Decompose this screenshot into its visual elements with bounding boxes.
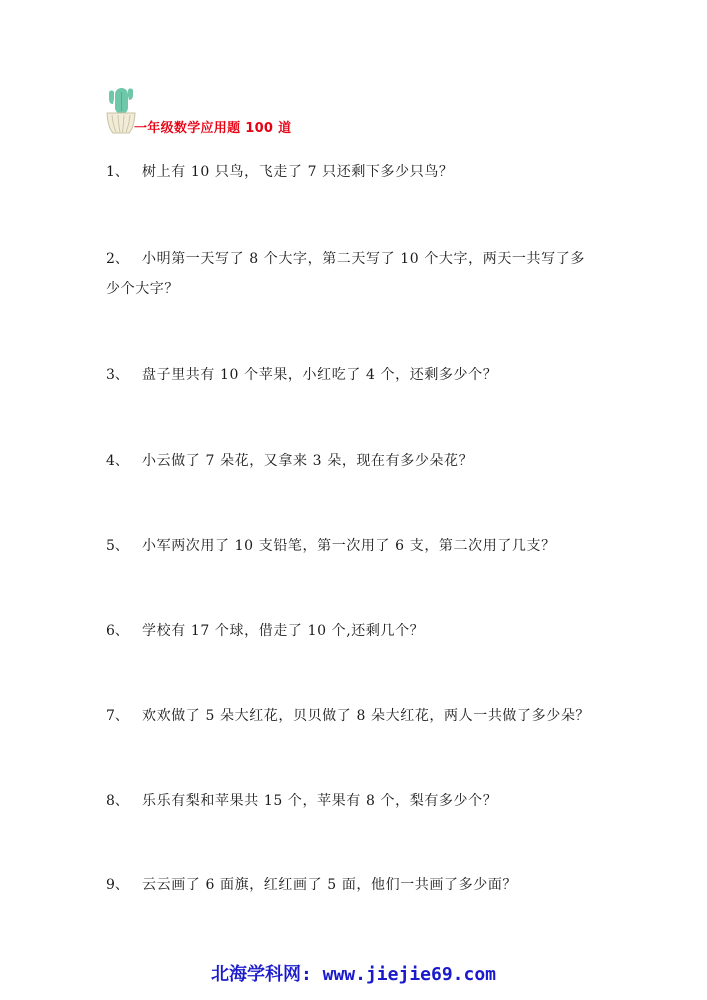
problem-item-6: [106, 616, 596, 646]
problem-item-3: [106, 360, 596, 390]
problem-item-1: [106, 157, 596, 187]
problem-item-2: [106, 244, 596, 304]
problem-number: 5、: [106, 538, 129, 554]
problem-item-9: [106, 870, 596, 900]
page-title: 一年级数学应用题 100 道: [134, 121, 292, 136]
problem-text: 小军两次用了 10 支铅笔，第一次用了 6 支，第二次用了几支？: [142, 538, 556, 554]
problem-text: 树上有 10 只鸟，飞走了 7 只还剩下多少只鸟？: [142, 164, 454, 180]
problem-number: 2、: [106, 251, 129, 267]
problem-number: 3、: [106, 367, 129, 383]
problem-text: 云云画了 6 面旗，红红画了 5 面，他们一共画了多少面？: [142, 877, 518, 893]
problem-text: 欢欢做了 5 朵大红花，贝贝做了 8 朵大红花，两人一共做了多少朵？: [142, 708, 591, 724]
header: [104, 84, 364, 136]
problem-number: 9、: [106, 877, 129, 893]
problem-item-7: [106, 701, 596, 731]
cactus-pot-icon: [104, 84, 138, 136]
problem-text: 盘子里共有 10 个苹果，小红吃了 4 个，还剩多少个？: [142, 367, 498, 383]
problem-number: 1、: [106, 164, 129, 180]
problem-number: 7、: [106, 708, 129, 724]
footer-watermark: 北海学科网: www.jiejie69.com: [210, 964, 497, 985]
problem-text: 小云做了 7 朵花，又拿来 3 朵，现在有多少朵花？: [142, 453, 474, 469]
problem-item-5: [106, 531, 596, 561]
problem-number: 4、: [106, 453, 129, 469]
problem-text: 乐乐有梨和苹果共 15 个，苹果有 8 个，梨有多少个？: [142, 793, 498, 809]
problem-number: 8、: [106, 793, 129, 809]
problem-text: 学校有 17 个球，借走了 10 个,还剩几个？: [142, 623, 425, 639]
problem-item-8: [106, 786, 596, 816]
problem-number: 6、: [106, 623, 129, 639]
problem-item-4: [106, 446, 596, 476]
problem-text: 小明第一天写了 8 个大字，第二天写了 10 个大字，两天一共写了多少个大字？: [106, 251, 585, 297]
